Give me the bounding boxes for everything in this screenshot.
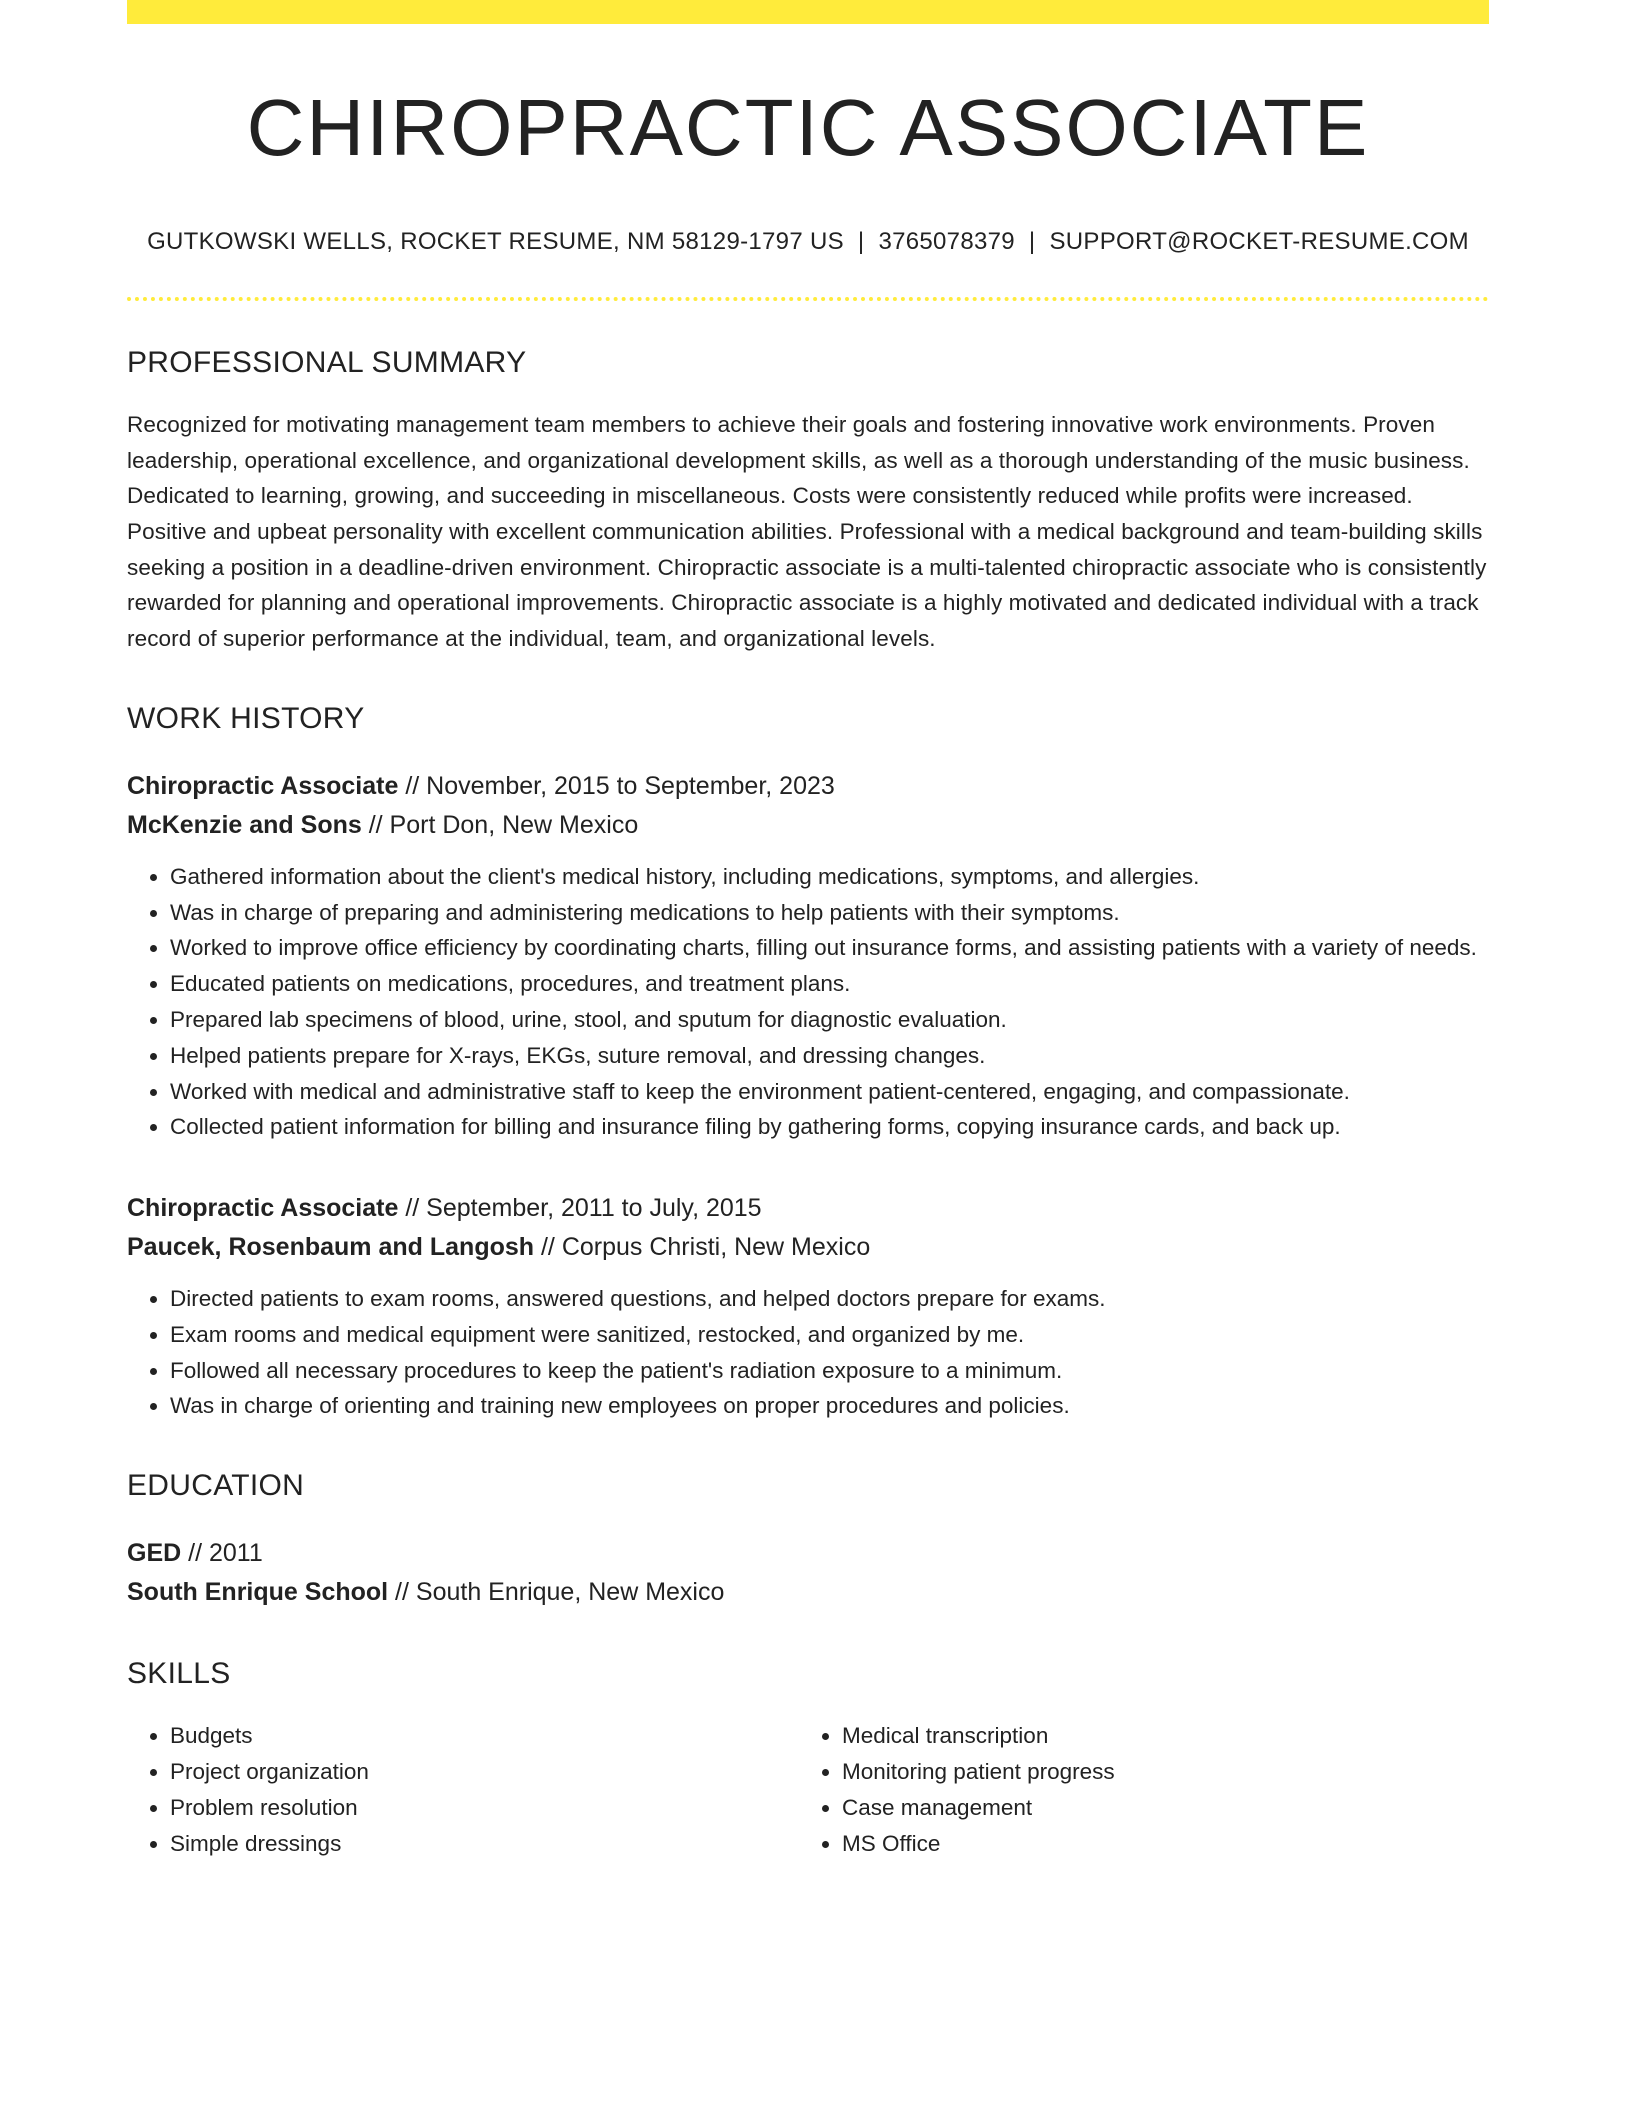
job-location: // Port Don, New Mexico bbox=[361, 810, 639, 839]
list-item: • Gathered information about the client's medical history, including medications, symptoms, and allergies. bbox=[170, 859, 1489, 895]
skill-item: • Problem resolution bbox=[170, 1790, 799, 1826]
skill-item: • Project organization bbox=[170, 1754, 799, 1790]
contact-separator: | bbox=[1028, 228, 1036, 255]
list-item: • Educated patients on medications, procedures, and treatment plans. bbox=[170, 966, 1489, 1002]
skill-item: • Simple dressings bbox=[170, 1826, 799, 1862]
job-company-line bbox=[127, 1228, 1489, 1267]
skills-column-left bbox=[127, 1718, 799, 1861]
list-item: • Exam rooms and medical equipment were sanitized, restocked, and organized by me. bbox=[170, 1317, 1489, 1353]
job-role: Chiropractic Associate bbox=[127, 1194, 399, 1223]
skills-column-right bbox=[799, 1718, 1471, 1861]
job-bullets bbox=[127, 1281, 1489, 1424]
job-dates: // September, 2011 to July, 2015 bbox=[398, 1194, 762, 1223]
accent-top-bar bbox=[127, 0, 1489, 24]
skill-item: • Medical transcription bbox=[842, 1718, 1471, 1754]
skill-item: • Monitoring patient progress bbox=[842, 1754, 1471, 1790]
skills-list bbox=[127, 1718, 1489, 1861]
contact-separator: | bbox=[857, 228, 865, 255]
contact-phone: 3765078379 bbox=[878, 228, 1015, 255]
work-history-heading: WORK HISTORY bbox=[127, 701, 365, 735]
skill-item: • MS Office bbox=[842, 1826, 1471, 1862]
job-entry bbox=[127, 767, 1489, 1145]
education-heading: EDUCATION bbox=[127, 1469, 305, 1503]
resume-page bbox=[127, 0, 1489, 1861]
list-item: • Followed all necessary procedures to keep the patient's radiation exposure to a minimum. bbox=[170, 1353, 1489, 1389]
list-item: • Was in charge of orienting and training new employees on proper procedures and policies. bbox=[170, 1388, 1489, 1424]
skills-heading: SKILLS bbox=[127, 1657, 231, 1691]
contact-line bbox=[127, 228, 1489, 257]
list-item: • Was in charge of preparing and administering medications to help patients with their symptoms. bbox=[170, 895, 1489, 931]
job-bullets bbox=[127, 859, 1489, 1145]
job-dates: // November, 2015 to September, 2023 bbox=[398, 771, 835, 800]
job-entry bbox=[127, 1189, 1489, 1424]
contact-address: GUTKOWSKI WELLS, ROCKET RESUME, NM 58129-1797 US bbox=[147, 228, 844, 255]
job-role: Chiropractic Associate bbox=[127, 771, 399, 800]
list-item: • Prepared lab specimens of blood, urine, stool, and sputum for diagnostic evaluation. bbox=[170, 1002, 1489, 1038]
resume-name: CHIROPRACTIC ASSOCIATE bbox=[246, 83, 1370, 172]
education-entry bbox=[127, 1534, 1489, 1612]
list-item: • Worked with medical and administrative staff to keep the environment patient-centered, engaging, and compassionate. bbox=[170, 1074, 1489, 1110]
skill-item: • Budgets bbox=[170, 1718, 799, 1754]
job-company: Paucek, Rosenbaum and Langosh bbox=[127, 1233, 535, 1262]
job-role-line bbox=[127, 767, 1489, 806]
list-item: • Directed patients to exam rooms, answered questions, and helped doctors prepare for exams. bbox=[170, 1281, 1489, 1317]
skill-item: • Case management bbox=[842, 1790, 1471, 1826]
education-school-line bbox=[127, 1573, 1489, 1612]
job-company: McKenzie and Sons bbox=[127, 810, 362, 839]
summary-text: Recognized for motivating management team members to achieve their goals and fostering innovative work environments. Proven leadership, operational excellence, and organizational development skills, as well as a thorough understanding of the music business. Dedicated to learning, growing, and succeeding in miscellaneous. Costs were consistently reduced while profits were increased. Positive and upbeat personality with excellent communication abilities. Professional with a medical background and team-building skills seeking a position in a deadline-driven environment. Chiropractic associate is a multi-talented chiropractic associate who is consistently rewarded for planning and operational improvements. Chiropractic associate is a highly motivated and dedicated individual with a track record of superior performance at the individual, team, and organizational levels. bbox=[127, 411, 1487, 652]
job-location: // Corpus Christi, New Mexico bbox=[534, 1233, 871, 1262]
list-item: • Helped patients prepare for X-rays, EKGs, suture removal, and dressing changes. bbox=[170, 1038, 1489, 1074]
summary-heading: PROFESSIONAL SUMMARY bbox=[127, 345, 527, 379]
education-degree: GED bbox=[127, 1539, 182, 1568]
list-item: • Collected patient information for billing and insurance filing by gathering forms, copying insurance cards, and back up. bbox=[170, 1109, 1489, 1145]
education-location: // South Enrique, New Mexico bbox=[388, 1578, 725, 1607]
education-school: South Enrique School bbox=[127, 1578, 389, 1607]
education-degree-line bbox=[127, 1534, 1489, 1573]
list-item: • Worked to improve office efficiency by coordinating charts, filling out insurance forms, and assisting patients with a variety of needs. bbox=[170, 930, 1489, 966]
job-company-line bbox=[127, 806, 1489, 845]
dotted-divider bbox=[127, 297, 1489, 301]
education-year: // 2011 bbox=[181, 1539, 263, 1568]
contact-email: SUPPORT@ROCKET-RESUME.COM bbox=[1049, 228, 1469, 255]
job-role-line bbox=[127, 1189, 1489, 1228]
